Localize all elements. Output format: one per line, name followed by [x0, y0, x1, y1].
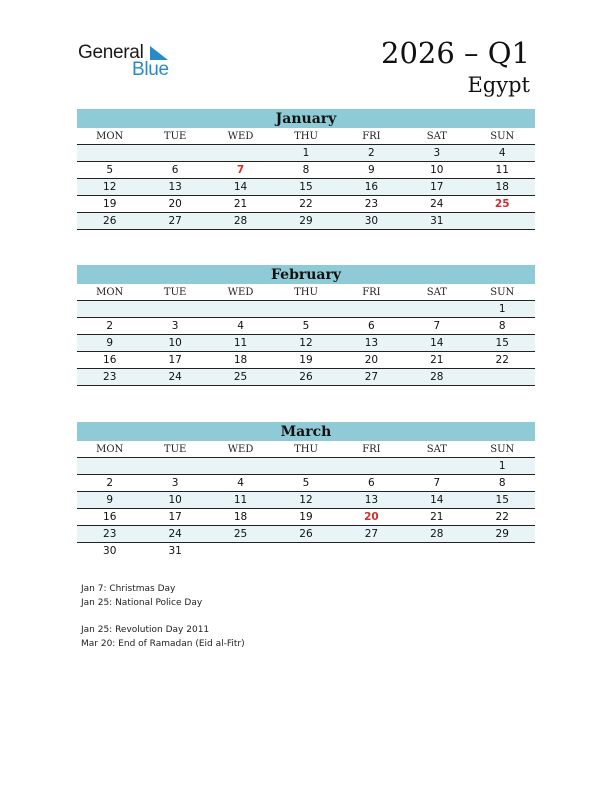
day-cell: 11 [233, 337, 248, 349]
day-cell: 27 [168, 215, 182, 227]
weekday-label: THU [294, 444, 318, 455]
day-cell: 5 [106, 164, 114, 176]
day-cell: 23 [103, 528, 117, 540]
day-cell: 26 [299, 528, 313, 540]
day-cell: 11 [495, 164, 509, 176]
day-cell: 29 [495, 528, 509, 540]
day-cell: 31 [168, 545, 182, 557]
weekday-label: SAT [426, 131, 447, 142]
empty-day-cell [142, 458, 207, 474]
day-cell: 27 [364, 371, 379, 383]
empty-day-cell [470, 543, 535, 560]
day-cell: 3 [171, 477, 179, 489]
weekday-label: FRI [362, 287, 381, 298]
day-cell: 9 [368, 164, 375, 176]
weekday-label: THU [294, 131, 318, 142]
logo-blue-text: Blue [132, 59, 169, 80]
day-cell: 28 [430, 371, 444, 383]
day-cell: 21 [430, 511, 444, 523]
day-cell: 22 [495, 511, 509, 523]
day-cell: 7 [433, 477, 441, 489]
empty-day-cell [339, 543, 404, 560]
empty-day-cell [404, 543, 469, 560]
day-cell: 15 [299, 181, 313, 193]
day-cell: 26 [299, 371, 313, 383]
day-cell: 5 [302, 477, 310, 489]
weekday-label: SUN [490, 131, 515, 142]
empty-day-cell [470, 369, 535, 385]
empty-day-cell [142, 301, 207, 317]
empty-day-cell [208, 145, 273, 161]
day-cell: 15 [495, 494, 509, 506]
day-cell: 3 [171, 320, 179, 332]
day-cell: 7 [433, 320, 441, 332]
day-cell: 29 [299, 215, 313, 227]
empty-day-cell [404, 458, 469, 474]
weekday-label: THU [294, 287, 318, 298]
day-cell: 24 [168, 528, 182, 540]
holiday-note: Jan 25: Revolution Day 2011 [81, 625, 210, 635]
day-cell: 8 [498, 320, 506, 332]
day-cell: 12 [299, 337, 313, 349]
day-cell: 8 [498, 477, 506, 489]
weekday-header-row [77, 284, 535, 301]
day-cell: 14 [430, 337, 444, 349]
day-cell: 18 [233, 354, 248, 366]
day-cell: 10 [168, 337, 182, 349]
day-cell: 4 [237, 477, 244, 489]
week-row [77, 369, 535, 386]
empty-day-cell [208, 301, 273, 317]
weekday-label: MON [96, 287, 124, 298]
day-cell: 22 [495, 354, 509, 366]
week-row [77, 543, 535, 560]
generalblue-logo [78, 42, 178, 78]
day-cell: 25 [233, 528, 248, 540]
empty-day-cell [208, 458, 273, 474]
day-cell: 28 [430, 528, 444, 540]
day-cell: 23 [364, 198, 379, 210]
day-cell: 28 [233, 215, 248, 227]
day-cell: 20 [364, 511, 379, 523]
month-march [77, 422, 535, 560]
day-cell: 13 [168, 181, 182, 193]
day-cell: 21 [430, 354, 444, 366]
day-cell: 8 [302, 164, 310, 176]
day-cell: 14 [430, 494, 444, 506]
day-cell: 11 [233, 494, 248, 506]
day-cell: 14 [233, 181, 248, 193]
day-cell: 16 [103, 354, 117, 366]
week-row [77, 475, 535, 492]
empty-day-cell [339, 458, 404, 474]
day-cell: 4 [498, 147, 506, 159]
day-cell: 25 [494, 198, 510, 210]
month-name: March [77, 422, 535, 441]
day-cell: 16 [364, 181, 379, 193]
week-row [77, 145, 535, 162]
day-cell: 16 [103, 511, 117, 523]
week-row [77, 162, 535, 179]
week-row [77, 179, 535, 196]
empty-day-cell [470, 213, 535, 229]
week-row [77, 352, 535, 369]
day-cell: 26 [103, 215, 117, 227]
week-row [77, 458, 535, 475]
day-cell: 6 [171, 164, 179, 176]
week-row [77, 492, 535, 509]
week-row [77, 509, 535, 526]
day-cell: 17 [168, 354, 182, 366]
day-cell: 12 [103, 181, 117, 193]
weekday-label: FRI [362, 444, 381, 455]
empty-day-cell [273, 301, 338, 317]
day-cell: 17 [168, 511, 182, 523]
day-cell: 22 [299, 198, 313, 210]
day-cell: 6 [368, 320, 375, 332]
week-row [77, 213, 535, 230]
day-cell: 3 [433, 147, 441, 159]
weekday-label: SAT [426, 444, 447, 455]
day-cell: 15 [495, 337, 509, 349]
day-cell: 9 [106, 494, 114, 506]
holiday-note: Jan 25: National Police Day [81, 598, 203, 608]
day-cell: 1 [302, 147, 310, 159]
weekday-label: SAT [426, 287, 447, 298]
month-january [77, 109, 535, 230]
day-cell: 27 [364, 528, 379, 540]
weekday-header-row [77, 441, 535, 458]
day-cell: 7 [236, 164, 245, 176]
day-cell: 9 [106, 337, 114, 349]
day-cell: 18 [233, 511, 248, 523]
empty-day-cell [77, 458, 142, 474]
day-cell: 2 [106, 320, 114, 332]
week-row [77, 526, 535, 543]
day-cell: 20 [364, 354, 379, 366]
empty-day-cell [339, 301, 404, 317]
day-cell: 30 [364, 215, 379, 227]
weekday-label: MON [96, 444, 124, 455]
weekday-label: MON [96, 131, 124, 142]
weekday-label: FRI [362, 131, 381, 142]
weekday-label: TUE [163, 444, 187, 455]
logo-general-text: General [78, 42, 144, 63]
day-cell: 31 [430, 215, 444, 227]
week-row [77, 196, 535, 213]
weekday-label: WED [227, 131, 254, 142]
weekday-label: TUE [163, 131, 187, 142]
day-cell: 23 [103, 371, 117, 383]
empty-day-cell [77, 145, 142, 161]
day-cell: 1 [498, 460, 506, 472]
day-cell: 21 [233, 198, 248, 210]
week-row [77, 335, 535, 352]
weekday-label: SUN [490, 287, 515, 298]
day-cell: 19 [299, 354, 313, 366]
day-cell: 5 [302, 320, 310, 332]
day-cell: 10 [168, 494, 182, 506]
day-cell: 12 [299, 494, 313, 506]
country-name: Egypt [467, 73, 530, 97]
empty-day-cell [273, 543, 338, 560]
empty-day-cell [208, 543, 273, 560]
weekday-header-row [77, 128, 535, 145]
day-cell: 24 [168, 371, 182, 383]
empty-day-cell [273, 458, 338, 474]
week-row [77, 318, 535, 335]
weekday-label: TUE [163, 287, 187, 298]
day-cell: 25 [233, 371, 248, 383]
page-title: 2026 – Q1 [381, 36, 530, 70]
holiday-notes-group-2 [81, 623, 245, 651]
month-name: February [77, 265, 535, 284]
day-cell: 30 [103, 545, 117, 557]
empty-day-cell [404, 301, 469, 317]
day-cell: 13 [364, 337, 379, 349]
day-cell: 13 [364, 494, 379, 506]
day-cell: 19 [103, 198, 117, 210]
day-cell: 24 [430, 198, 444, 210]
day-cell: 2 [368, 147, 375, 159]
empty-day-cell [142, 145, 207, 161]
weekday-label: SUN [490, 444, 515, 455]
holiday-notes-group-1 [81, 582, 202, 610]
weekday-label: WED [227, 444, 254, 455]
week-row [77, 301, 535, 318]
month-name: January [77, 109, 535, 128]
holiday-note: Jan 7: Christmas Day [81, 584, 176, 594]
empty-day-cell [77, 301, 142, 317]
day-cell: 20 [168, 198, 182, 210]
day-cell: 6 [368, 477, 375, 489]
day-cell: 4 [237, 320, 244, 332]
month-february [77, 265, 535, 386]
day-cell: 2 [106, 477, 114, 489]
day-cell: 18 [495, 181, 509, 193]
day-cell: 1 [498, 303, 506, 315]
holiday-note: Mar 20: End of Ramadan (Eid al-Fitr) [81, 639, 245, 649]
day-cell: 10 [430, 164, 444, 176]
day-cell: 17 [430, 181, 444, 193]
day-cell: 19 [299, 511, 313, 523]
weekday-label: WED [227, 287, 254, 298]
